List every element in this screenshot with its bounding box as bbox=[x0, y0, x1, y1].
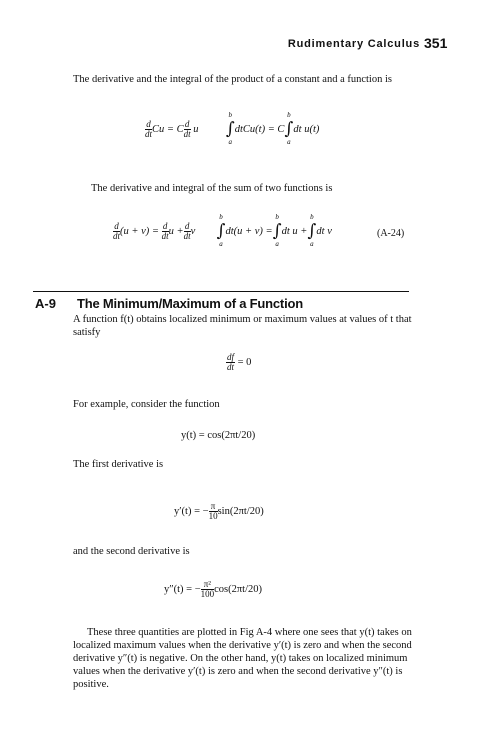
fraction-pi2-100: $\frac{\text{π²}}{100}$ bbox=[200, 579, 215, 599]
eq3-rhs: = 0 bbox=[237, 356, 252, 368]
paragraph-example: For example, consider the function bbox=[73, 399, 220, 410]
fraction-d-dt: $\frac{d}{dt}$ bbox=[183, 221, 191, 241]
equation-derivative-zero bbox=[226, 353, 251, 372]
section-divider bbox=[33, 291, 409, 292]
integral-sign: b ∫ a bbox=[272, 213, 282, 248]
eq2-lhs: (u + v) = bbox=[120, 225, 159, 237]
section-number: A-9 bbox=[35, 296, 56, 311]
eq1-rhs-end: dt u(t) bbox=[293, 123, 320, 135]
equation-sum-rules bbox=[113, 213, 332, 248]
integral-sign: b ∫ a bbox=[225, 111, 235, 146]
fraction-pi-10: $\frac{\pi}{10}$ bbox=[208, 501, 218, 521]
paragraph-sum-rules: The derivative and integral of the sum of two functions is bbox=[91, 183, 333, 194]
fraction-d-dt: $\frac{d}{dt}$ bbox=[145, 119, 153, 139]
integral-sign: b ∫ a bbox=[216, 213, 226, 248]
eq2-int3: dt v bbox=[316, 225, 332, 237]
eq1-u: u bbox=[190, 123, 199, 135]
eq5-lhs: y′(t) = − bbox=[174, 505, 209, 517]
eq2-int1: dt(u + v) = bbox=[225, 225, 273, 237]
page-number: 351 bbox=[424, 35, 448, 51]
equation-constant-rules bbox=[145, 111, 320, 146]
fraction-d-dt: $\frac{d}{dt}$ bbox=[161, 221, 169, 241]
section-title: The Minimum/Maximum of a Function bbox=[77, 296, 303, 311]
fraction-d-dt: $\frac{d}{dt}$ bbox=[113, 221, 121, 241]
eq2-mid: u + bbox=[168, 225, 184, 237]
fraction-df-dt: $\frac{df}{dt}$ bbox=[227, 352, 235, 372]
paragraph-second-derivative: and the second derivative is bbox=[73, 546, 190, 557]
equation-second-derivative bbox=[164, 580, 262, 599]
integral-sign: b ∫ a bbox=[284, 111, 294, 146]
fraction-d-dt: $\frac{d}{dt}$ bbox=[183, 119, 191, 139]
paragraph-constant-product: The derivative and the integral of the product of a constant and a function is bbox=[73, 74, 392, 85]
eq2-mid-end: v bbox=[190, 225, 196, 237]
paragraph-extremum-condition: A function f(t) obtains localized minimum or maximum values at values of t that satisfy bbox=[73, 314, 412, 338]
equation-first-derivative bbox=[174, 502, 264, 521]
eq5-rhs: sin(2πt/20) bbox=[217, 505, 264, 517]
equation-function: y(t) = cos(2πt/20) bbox=[181, 430, 256, 441]
eq1-lhs: Cu = C bbox=[152, 123, 184, 135]
paragraph-first-derivative: The first derivative is bbox=[73, 459, 164, 470]
paragraph-conclusion: These three quantities are plotted in Fig A-4 where one sees that y(t) takes on localized maximum values when the derivative y′(t) is zero and when the second derivative y″(t) is negative. On the other hand, y(t) takes on localized minimum values when the derivative y′(t) is zero and when the second derivative y″(t) is positive. bbox=[73, 627, 412, 690]
eq6-rhs: cos(2πt/20) bbox=[214, 583, 263, 595]
eq2-int2: dt u + bbox=[281, 225, 308, 237]
eq6-lhs: y″(t) = − bbox=[164, 583, 201, 595]
integral-sign: b ∫ a bbox=[307, 213, 317, 248]
eq1-rhs-mid: dtCu(t) = C bbox=[234, 123, 285, 135]
running-head: Rudimentary Calculus bbox=[287, 38, 420, 50]
equation-number: (A-24) bbox=[377, 228, 405, 239]
